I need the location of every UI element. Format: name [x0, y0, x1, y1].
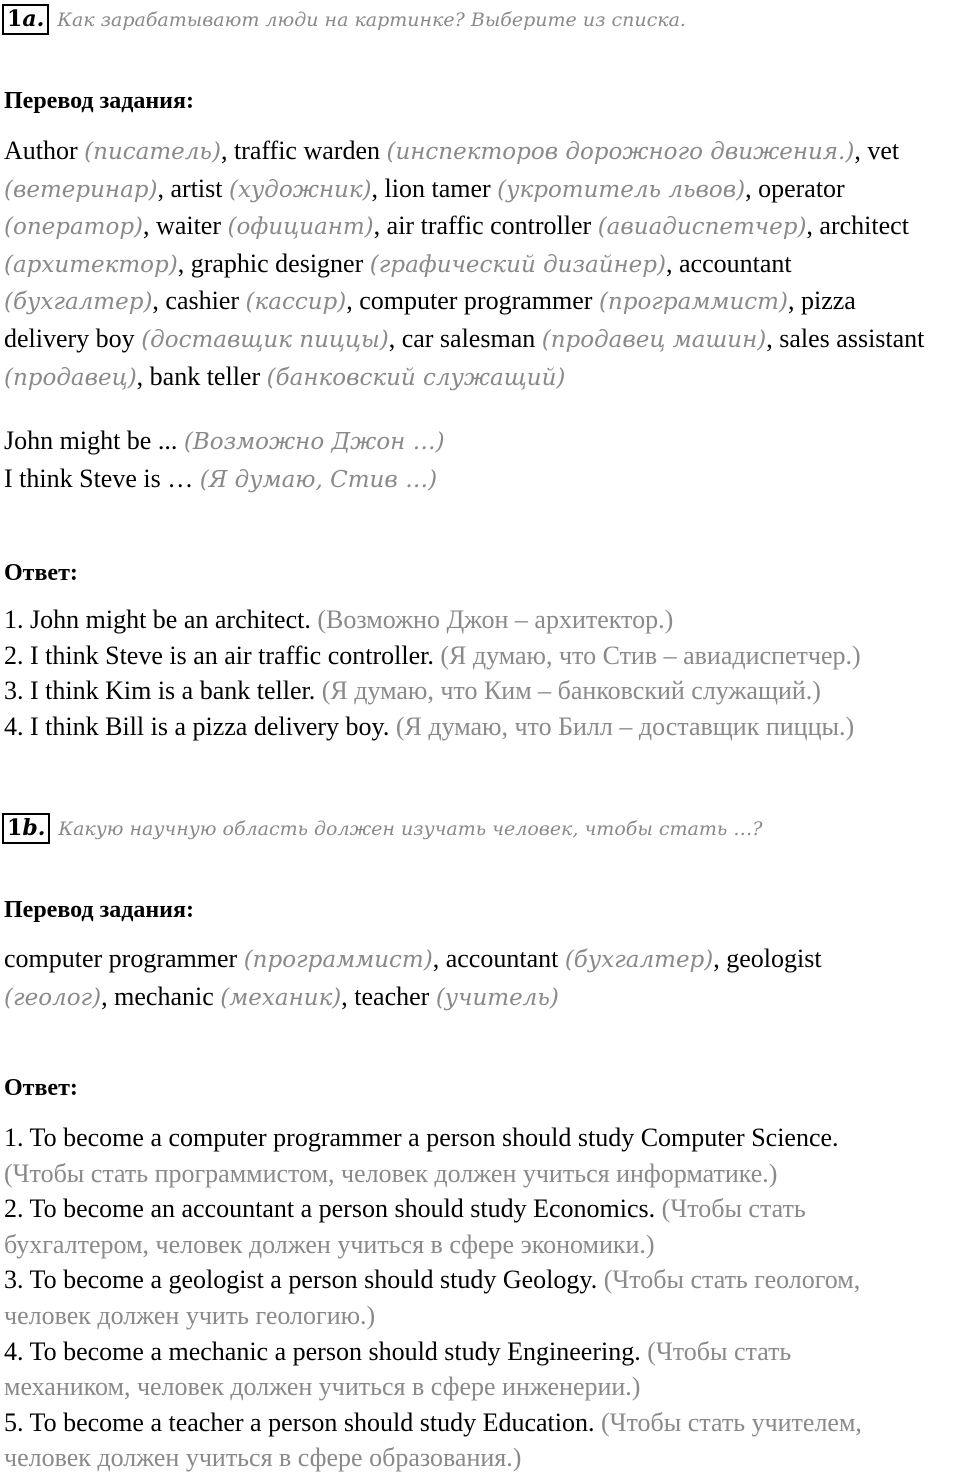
english-text: , operator	[745, 173, 845, 203]
exercise-1a-header	[2, 4, 686, 35]
translation-text: (официант)	[227, 214, 374, 241]
text-line	[4, 283, 958, 321]
translation-text: (банковский служащий)	[266, 364, 566, 391]
text-line	[4, 208, 958, 246]
translation-text: (Чтобы стать	[661, 1194, 806, 1224]
exercise-1b-answers	[4, 1120, 958, 1476]
text-line	[4, 246, 958, 284]
answer-translation: (Я думаю, что Ким – банковский служащий.)	[321, 676, 821, 706]
text-line	[4, 1440, 958, 1476]
exercise-1b-task: Какую научную область должен изучать человек, чтобы стать …?	[58, 817, 763, 840]
english-text: , accountant	[666, 248, 792, 278]
english-text: , pizza	[787, 286, 856, 316]
answer-line	[4, 709, 958, 745]
exercise-number: 1	[7, 6, 23, 32]
answer-translation: (Я думаю, что Билл – доставщик пиццы.)	[395, 711, 855, 741]
translation-text: (программист)	[243, 947, 433, 973]
english-text: John might be ...	[4, 426, 184, 455]
exercise-letter: a.	[22, 6, 45, 32]
translation-text: (бухгалтер)	[4, 289, 153, 316]
answer-line	[4, 638, 958, 674]
english-text: 4. To become a mechanic a person should study Engineering.	[4, 1336, 648, 1366]
translation-text: (Возможно Джон …)	[183, 429, 445, 455]
text-line	[4, 1262, 958, 1298]
english-text: , graphic designer	[177, 248, 370, 278]
english-text: Author	[4, 136, 85, 165]
text-line	[4, 1405, 958, 1441]
english-text: , bank teller	[136, 361, 267, 391]
english-text: , car salesman	[388, 323, 542, 353]
english-text: , waiter	[143, 211, 228, 241]
exercise-1b-number-box	[2, 813, 50, 844]
translation-text: (инспекторов дорожного движения.)	[386, 139, 855, 165]
text-line	[4, 941, 958, 979]
translation-text: (Чтобы стать учителем,	[600, 1407, 862, 1437]
exercise-1a-number-box	[2, 4, 49, 35]
answer-english: 1. John might be an architect.	[4, 605, 318, 634]
answer-line	[4, 602, 958, 638]
translation-text: (Я думаю, Стив …)	[199, 466, 438, 493]
text-line	[4, 979, 958, 1017]
exercise-number: 1	[7, 815, 23, 841]
english-text: , mechanic	[101, 981, 221, 1011]
exercise-1b-answer-heading: Ответ:	[4, 1075, 78, 1101]
english-text: delivery boy	[4, 323, 142, 353]
translation-text: (программист)	[598, 289, 788, 316]
translation-text: человек должен учиться в сфере образования.)	[4, 1443, 522, 1473]
translation-text: (архитектор)	[4, 251, 178, 278]
english-text: , sales assistant	[766, 323, 925, 353]
exercise-1b-translation-heading: Перевод задания:	[4, 897, 194, 923]
text-line	[4, 461, 958, 499]
translation-text: (доставщик пиццы)	[141, 326, 389, 353]
translation-text: (Чтобы стать	[647, 1336, 792, 1366]
translation-text: (писатель)	[84, 139, 221, 165]
answer-translation: (Возможно Джон – архитектор.)	[317, 605, 674, 634]
translation-text: бухгалтером, человек должен учиться в сфере экономики.)	[4, 1229, 655, 1259]
text-line	[4, 1227, 958, 1263]
text-line	[4, 423, 958, 461]
english-text: , computer programmer	[346, 286, 599, 316]
english-text: , air traffic controller	[373, 211, 598, 241]
english-text: I think Steve is …	[4, 463, 200, 493]
translation-text: (Чтобы стать геологом,	[603, 1265, 861, 1295]
translation-text: (художник)	[229, 176, 372, 203]
translation-text: (продавец машин)	[541, 326, 767, 353]
translation-text: (геолог)	[4, 984, 102, 1011]
translation-text: (Чтобы стать программистом, человек должен учиться информатике.)	[4, 1158, 778, 1188]
english-text: , accountant	[432, 944, 565, 973]
translation-text: (укротитель львов)	[497, 176, 746, 203]
english-text: 1. To become a computer programmer a person should study Computer Science.	[4, 1123, 839, 1152]
answer-english: 2. I think Steve is an air traffic controller.	[4, 640, 441, 670]
translation-text: (учитель)	[435, 984, 559, 1011]
exercise-1a-vocab	[4, 133, 958, 396]
text-line	[4, 133, 958, 171]
translation-text: (кассир)	[245, 289, 347, 316]
translation-text: (ветеринар)	[4, 176, 158, 203]
english-text: , traffic warden	[220, 136, 387, 165]
text-line	[4, 359, 958, 397]
english-text: , cashier	[152, 286, 246, 316]
exercise-letter: b.	[22, 815, 46, 841]
translation-text: (оператор)	[4, 214, 144, 241]
text-line	[4, 1334, 958, 1370]
english-text: , lion tamer	[371, 173, 498, 203]
exercise-1a-answer-heading: Ответ:	[4, 560, 78, 586]
exercise-1a-translation-heading: Перевод задания:	[4, 88, 194, 114]
exercise-1b-header	[2, 813, 762, 844]
english-text: 3. To become a geologist a person should study Geology.	[4, 1265, 604, 1295]
answer-english: 4. I think Bill is a pizza delivery boy.	[4, 711, 396, 741]
answer-line	[4, 673, 958, 709]
text-line	[4, 1156, 958, 1192]
translation-text: (механик)	[220, 984, 342, 1011]
english-text: 2. To become an accountant a person should study Economics.	[4, 1194, 662, 1224]
translation-text: (продавец)	[4, 364, 137, 391]
translation-text: (авиадиспетчер)	[597, 214, 807, 241]
text-line	[4, 1369, 958, 1405]
english-text: 5. To become a teacher a person should study Education.	[4, 1407, 601, 1437]
exercise-1b-vocab	[4, 941, 958, 1016]
text-line	[4, 1120, 958, 1156]
english-text: , artist	[157, 173, 229, 203]
translation-text: (графический дизайнер)	[369, 251, 666, 278]
text-line	[4, 1191, 958, 1227]
text-line	[4, 171, 958, 209]
text-line	[4, 321, 958, 359]
english-text: , architect	[806, 211, 909, 241]
exercise-1a-answers	[4, 602, 958, 744]
english-text: computer programmer	[4, 944, 244, 973]
text-line	[4, 1298, 958, 1334]
answer-translation: (Я думаю, что Стив – авиадиспетчер.)	[440, 640, 861, 670]
translation-text: механиком, человек должен учиться в сфере инженерии.)	[4, 1372, 641, 1402]
translation-text: (бухгалтер)	[564, 947, 714, 973]
english-text: , geologist	[713, 944, 822, 973]
answer-english: 3. I think Kim is a bank teller.	[4, 676, 322, 706]
exercise-1a-task: Как зарабатывают люди на картинке? Выберите из списка.	[57, 8, 686, 31]
translation-text: человек должен учить геологию.)	[4, 1300, 376, 1330]
english-text: , vet	[854, 136, 900, 165]
exercise-1a-examples	[4, 423, 958, 498]
english-text: , teacher	[341, 981, 436, 1011]
